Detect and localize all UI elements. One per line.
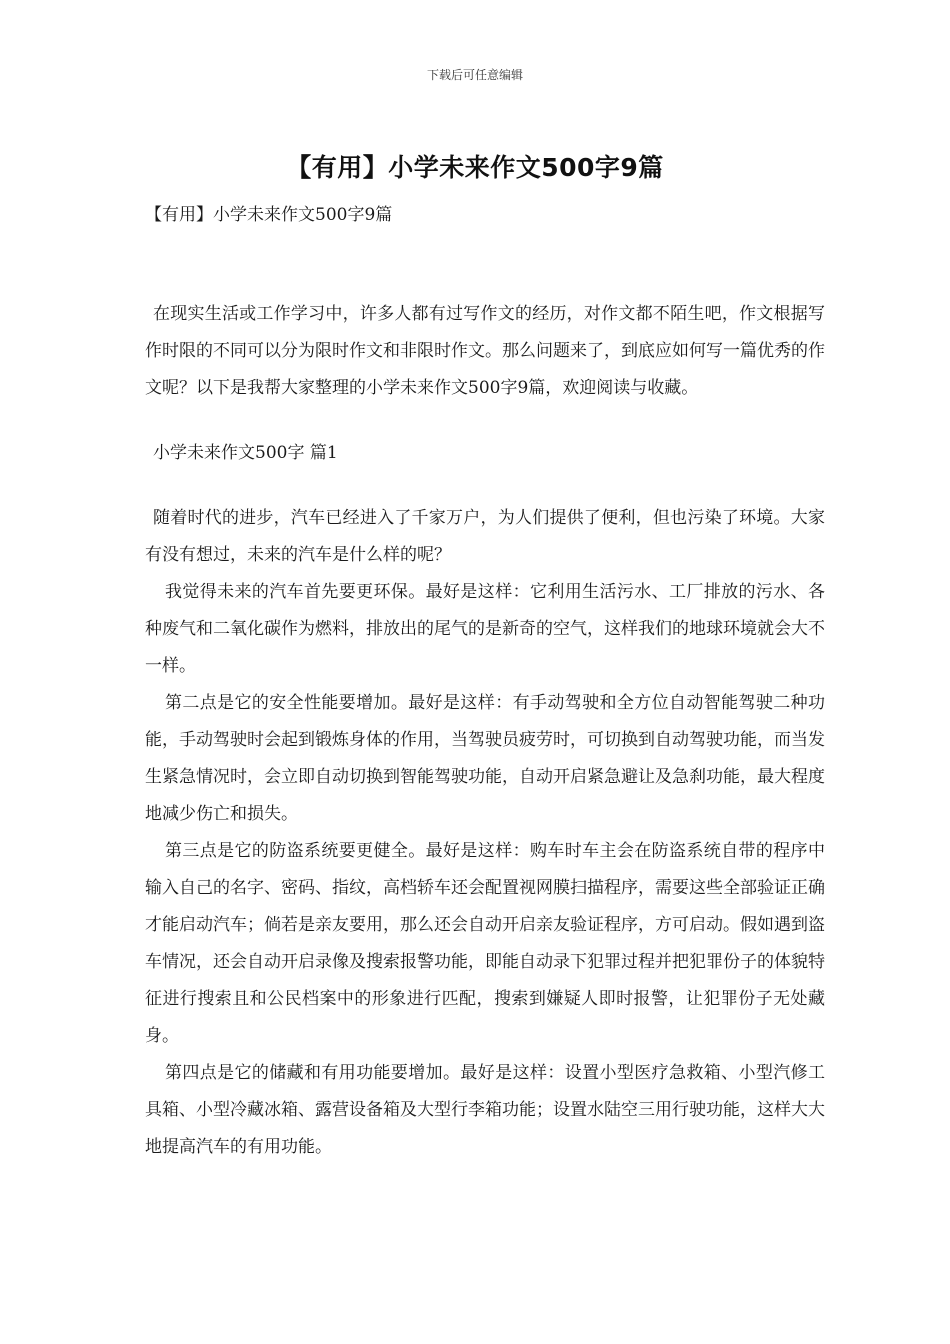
document-title: 【有用】小学未来作文500字9篇: [286, 153, 664, 182]
body-paragraph-4: 第三点是它的防盗系统要更健全。最好是这样：购车时车主会在防盗系统自带的程序中输入自己的名字、密码、指纹，高档轿车还会配置视网膜扫描程序，需要这些全部验证正确才能启动汽车；倘若是亲友要用，那么还会自动开启亲友验证程序，方可启动。假如遇到盗车情况，还会自动开启录像及搜索报警功能，即能自动录下犯罪过程并把犯罪份子的体貌特征进行搜索且和公民档案中的形象进行匹配，搜索到嫌疑人即时报警，让犯罪份子无处藏身。: [145, 841, 825, 1046]
body-paragraph-3: 第二点是它的安全性能要增加。最好是这样：有手动驾驶和全方位自动智能驾驶二种功能，手动驾驶时会起到锻炼身体的作用，当驾驶员疲劳时，可切换到自动驾驶功能，而当发生紧急情况时，会立即自动切换到智能驾驶功能，自动开启紧急避让及急刹功能，最大程度地减少伤亡和损失。: [145, 693, 825, 824]
document-subtitle: 【有用】小学未来作文500字9篇: [145, 205, 393, 225]
header-note: 下载后可任意编辑: [426, 68, 523, 82]
body-paragraph-5: 第四点是它的储藏和有用功能要增加。最好是这样：设置小型医疗急救箱、小型汽修工具箱、小型冷藏冰箱、露营设备箱及大型行李箱功能；设置水陆空三用行驶功能，这样大大地提高汽车的有用功能。: [145, 1063, 825, 1157]
body-paragraph-1: 随着时代的进步，汽车已经进入了千家万户，为人们提供了便利，但也污染了环境。大家有没有想过，未来的汽车是什么样的呢？: [145, 508, 825, 565]
body-paragraph-2: 我觉得未来的汽车首先要更环保。最好是这样：它利用生活污水、工厂排放的污水、各种废气和二氧化碳作为燃料，排放出的尾气的是新奇的空气，这样我们的地球环境就会大不一样。: [145, 582, 825, 676]
section-heading: 小学未来作文500字 篇1: [153, 443, 338, 463]
document-body: [145, 296, 825, 1166]
intro-paragraph: 在现实生活或工作学习中，许多人都有过写作文的经历，对作文都不陌生吧，作文根据写作时限的不同可以分为限时作文和非限时作文。那么问题来了，到底应如何写一篇优秀的作文呢？以下是我帮大家整理的小学未来作文500字9篇，欢迎阅读与收藏。: [145, 304, 825, 398]
